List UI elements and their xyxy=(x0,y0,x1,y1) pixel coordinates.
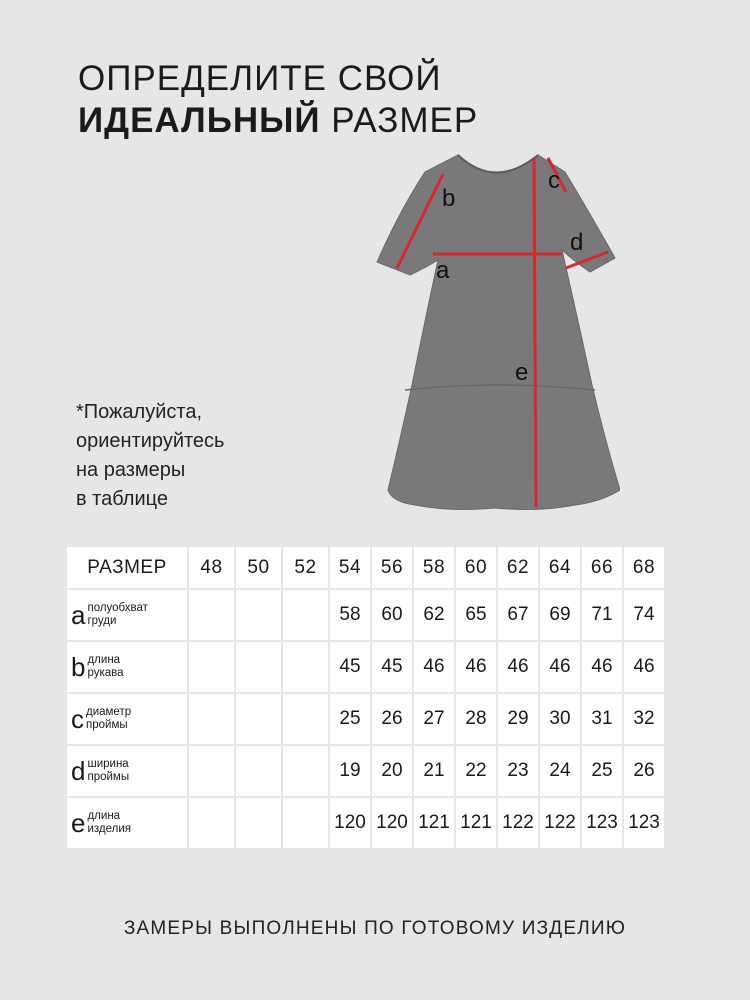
row-desc-line: ширина xyxy=(87,758,129,770)
row-desc xyxy=(87,810,131,836)
row-desc xyxy=(87,654,123,680)
label-e: e xyxy=(515,359,529,386)
table-row xyxy=(67,694,664,744)
table-cell: 122 xyxy=(540,798,580,848)
footer-note: ЗАМЕРЫ ВЫПОЛНЕНЫ ПО ГОТОВОМУ ИЗДЕЛИЮ xyxy=(123,918,627,939)
measure-line-e xyxy=(534,158,536,507)
table-cell xyxy=(236,642,281,692)
table-cell: 123 xyxy=(582,798,622,848)
table-row xyxy=(67,746,664,796)
label-c: c xyxy=(548,167,560,194)
table-cell: 46 xyxy=(540,642,580,692)
size-col: 62 xyxy=(498,547,538,588)
row-label xyxy=(67,590,187,640)
row-desc xyxy=(87,758,129,784)
table-cell: 121 xyxy=(456,798,496,848)
size-col: 68 xyxy=(624,547,664,588)
row-desc-line: груди xyxy=(87,615,117,627)
size-header-row xyxy=(67,547,664,588)
size-col: 56 xyxy=(372,547,412,588)
row-desc-line: длина xyxy=(87,810,121,822)
table-cell: 120 xyxy=(330,798,370,848)
table-cell: 46 xyxy=(582,642,622,692)
table-row xyxy=(67,798,664,848)
label-a: a xyxy=(436,257,450,284)
row-letter: c xyxy=(71,703,84,734)
row-desc-line: проймы xyxy=(86,719,128,731)
table-cell: 74 xyxy=(624,590,664,640)
table-cell: 27 xyxy=(414,694,454,744)
size-col: 50 xyxy=(236,547,281,588)
size-col: 52 xyxy=(283,547,328,588)
table-cell: 62 xyxy=(414,590,454,640)
table-cell: 25 xyxy=(330,694,370,744)
size-col: 66 xyxy=(582,547,622,588)
table-cell: 120 xyxy=(372,798,412,848)
row-desc xyxy=(87,602,147,628)
table-cell: 19 xyxy=(330,746,370,796)
row-label xyxy=(67,798,187,848)
row-letter: a xyxy=(71,599,86,630)
table-cell: 122 xyxy=(498,798,538,848)
row-desc-line: длина xyxy=(87,654,121,666)
row-letter: d xyxy=(71,755,86,786)
row-desc-line: диаметр xyxy=(86,706,132,718)
size-table xyxy=(65,545,666,850)
table-cell xyxy=(189,746,234,796)
size-note xyxy=(76,398,224,514)
table-cell: 46 xyxy=(624,642,664,692)
table-cell xyxy=(189,694,234,744)
table-cell: 65 xyxy=(456,590,496,640)
dress-diagram xyxy=(370,150,620,520)
table-cell: 45 xyxy=(372,642,412,692)
table-cell: 58 xyxy=(330,590,370,640)
table-cell: 24 xyxy=(540,746,580,796)
table-cell: 45 xyxy=(330,642,370,692)
table-cell xyxy=(236,694,281,744)
note-line-4: в таблице xyxy=(76,488,168,510)
table-cell xyxy=(283,694,328,744)
table-cell xyxy=(189,798,234,848)
row-desc-line: проймы xyxy=(87,771,130,783)
table-cell xyxy=(283,746,328,796)
row-letter: e xyxy=(71,807,86,838)
table-row xyxy=(67,590,664,640)
table-cell: 21 xyxy=(414,746,454,796)
row-desc xyxy=(86,706,131,732)
note-line-3: на размеры xyxy=(76,459,186,481)
table-cell: 71 xyxy=(582,590,622,640)
row-desc-line: полуобхват xyxy=(87,602,148,614)
title-bold-word: ИДЕАЛЬНЫЙ xyxy=(78,101,321,140)
note-line-2: ориентируйтесь xyxy=(76,430,225,452)
table-cell xyxy=(283,642,328,692)
size-col: 54 xyxy=(330,547,370,588)
table-cell xyxy=(189,642,234,692)
size-col: 48 xyxy=(189,547,234,588)
size-header-label: РАЗМЕР xyxy=(67,547,187,588)
table-cell: 31 xyxy=(582,694,622,744)
label-b: b xyxy=(442,185,456,212)
size-col: 58 xyxy=(414,547,454,588)
table-cell xyxy=(283,798,328,848)
table-row xyxy=(67,642,664,692)
size-col: 64 xyxy=(540,547,580,588)
dress-silhouette xyxy=(377,155,620,509)
table-cell: 26 xyxy=(372,694,412,744)
row-desc-line: рукава xyxy=(87,667,124,679)
table-cell xyxy=(189,590,234,640)
table-cell: 28 xyxy=(456,694,496,744)
table-cell xyxy=(283,590,328,640)
table-cell: 67 xyxy=(498,590,538,640)
table-cell: 46 xyxy=(498,642,538,692)
table-cell: 26 xyxy=(624,746,664,796)
table-cell: 25 xyxy=(582,746,622,796)
title-rest: РАЗМЕР xyxy=(320,101,479,140)
row-label xyxy=(67,746,187,796)
row-label xyxy=(67,694,187,744)
table-cell: 23 xyxy=(498,746,538,796)
table-cell: 30 xyxy=(540,694,580,744)
table-cell: 123 xyxy=(624,798,664,848)
table-cell xyxy=(236,746,281,796)
table-cell: 29 xyxy=(498,694,538,744)
row-label xyxy=(67,642,187,692)
title-line-1: ОПРЕДЕЛИТЕ СВОЙ xyxy=(78,59,442,98)
row-letter: b xyxy=(71,651,86,682)
note-line-1: *Пожалуйста, xyxy=(76,401,203,423)
row-desc-line: изделия xyxy=(87,823,131,835)
label-d: d xyxy=(570,229,584,256)
table-cell: 121 xyxy=(414,798,454,848)
table-cell: 46 xyxy=(456,642,496,692)
table-cell: 60 xyxy=(372,590,412,640)
table-cell: 22 xyxy=(456,746,496,796)
table-cell xyxy=(236,798,281,848)
table-cell: 46 xyxy=(414,642,454,692)
size-col: 60 xyxy=(456,547,496,588)
table-cell: 20 xyxy=(372,746,412,796)
table-cell xyxy=(236,590,281,640)
table-cell: 32 xyxy=(624,694,664,744)
table-cell: 69 xyxy=(540,590,580,640)
page-title xyxy=(78,58,478,142)
title-line-2 xyxy=(78,100,478,142)
